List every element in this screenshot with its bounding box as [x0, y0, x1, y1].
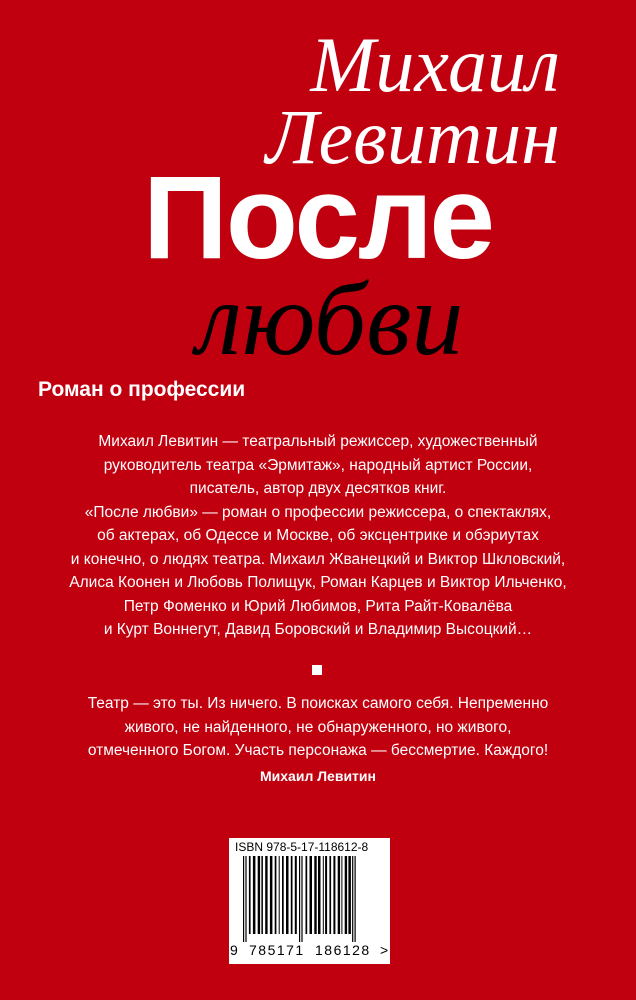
description-line: руководитель театра «Эрмитаж», народный артист России,	[103, 456, 533, 474]
barcode-bar	[348, 856, 351, 934]
barcode-bar	[279, 856, 280, 934]
separator-square-icon	[312, 665, 322, 675]
barcode-bar	[345, 856, 347, 934]
description-line: об актерах, об Одессе и Москве, об эксцентрике и обэриутах	[97, 527, 539, 544]
barcode-bar	[265, 856, 267, 934]
quote-line: отмеченного Богом. Участь персонажа — бессмертие. Каждого!	[87, 742, 549, 759]
description-line: «После любви» — роман о профессии режиссера, о спектаклях,	[84, 503, 552, 521]
description-line: Михаил Левитин — театральный режиссер, художественный	[98, 433, 538, 450]
quote-line: Театр — это ты. Из ничего. В поисках самого себя. Непременно	[87, 695, 549, 712]
barcode-bar	[270, 856, 273, 934]
barcode-bar	[341, 856, 342, 934]
description-line: и Курт Воннегут, Давид Боровский и Владимир Высоцкий…	[103, 621, 533, 638]
barcode-bar	[323, 856, 324, 934]
subtitle: Роман о профессии	[38, 378, 246, 401]
barcode-bar	[295, 856, 297, 934]
barcode-bars	[235, 856, 383, 942]
barcode-bar	[338, 856, 340, 934]
barcode-bar	[314, 856, 316, 934]
quote-block	[40, 692, 596, 763]
isbn-label: ISBN 978-5-17-118612-8	[235, 840, 369, 854]
barcode-digit-first: 9	[230, 942, 238, 958]
barcode-bar	[333, 856, 335, 934]
barcode-bar	[325, 856, 327, 934]
barcode-arrow: >	[380, 942, 389, 958]
barcode-digits-left: 785171	[249, 942, 305, 958]
barcode-bar	[245, 856, 246, 942]
author-first-name: Михаил	[310, 21, 560, 108]
barcode	[229, 838, 390, 964]
description-line: и конечно, о людях театра. Михаил Жванецкий и Виктор Шкловский,	[70, 550, 566, 568]
barcode-bar	[310, 856, 313, 934]
barcode-digits	[229, 942, 390, 962]
barcode-bar	[249, 856, 251, 934]
description-line: писатель, автор двух десятков книг.	[189, 480, 447, 497]
author-last-name: Левитин	[265, 93, 560, 180]
description-block	[40, 430, 596, 642]
title-main: После	[143, 152, 493, 284]
barcode-bar	[282, 856, 284, 934]
description-line: Алиса Коонен и Любовь Полищук, Роман Карцев и Виктор Ильченко,	[69, 574, 567, 591]
barcode-bar	[301, 856, 302, 942]
description-line: Петр Фоменко и Юрий Любимов, Рита Райт-Ковалёва	[123, 597, 513, 615]
barcode-bar	[352, 856, 353, 942]
barcode-bar	[329, 856, 331, 934]
barcode-bar	[299, 856, 300, 942]
title-italic: любви	[196, 262, 464, 377]
quote-line: живого, не найденного, не обнаруженного, но живого,	[124, 718, 512, 736]
barcode-bar	[286, 856, 289, 934]
barcode-bar	[275, 856, 277, 934]
barcode-bar	[306, 856, 308, 934]
barcode-bar	[291, 856, 293, 934]
barcode-bar	[318, 856, 321, 934]
barcode-digits-right: 186128	[315, 942, 371, 958]
barcode-bar	[258, 856, 260, 934]
barcode-bar	[243, 856, 244, 942]
barcode-bar	[253, 856, 256, 934]
quote-author: Михаил Левитин	[260, 768, 376, 784]
barcode-bar	[261, 856, 263, 934]
barcode-bar	[355, 856, 356, 942]
